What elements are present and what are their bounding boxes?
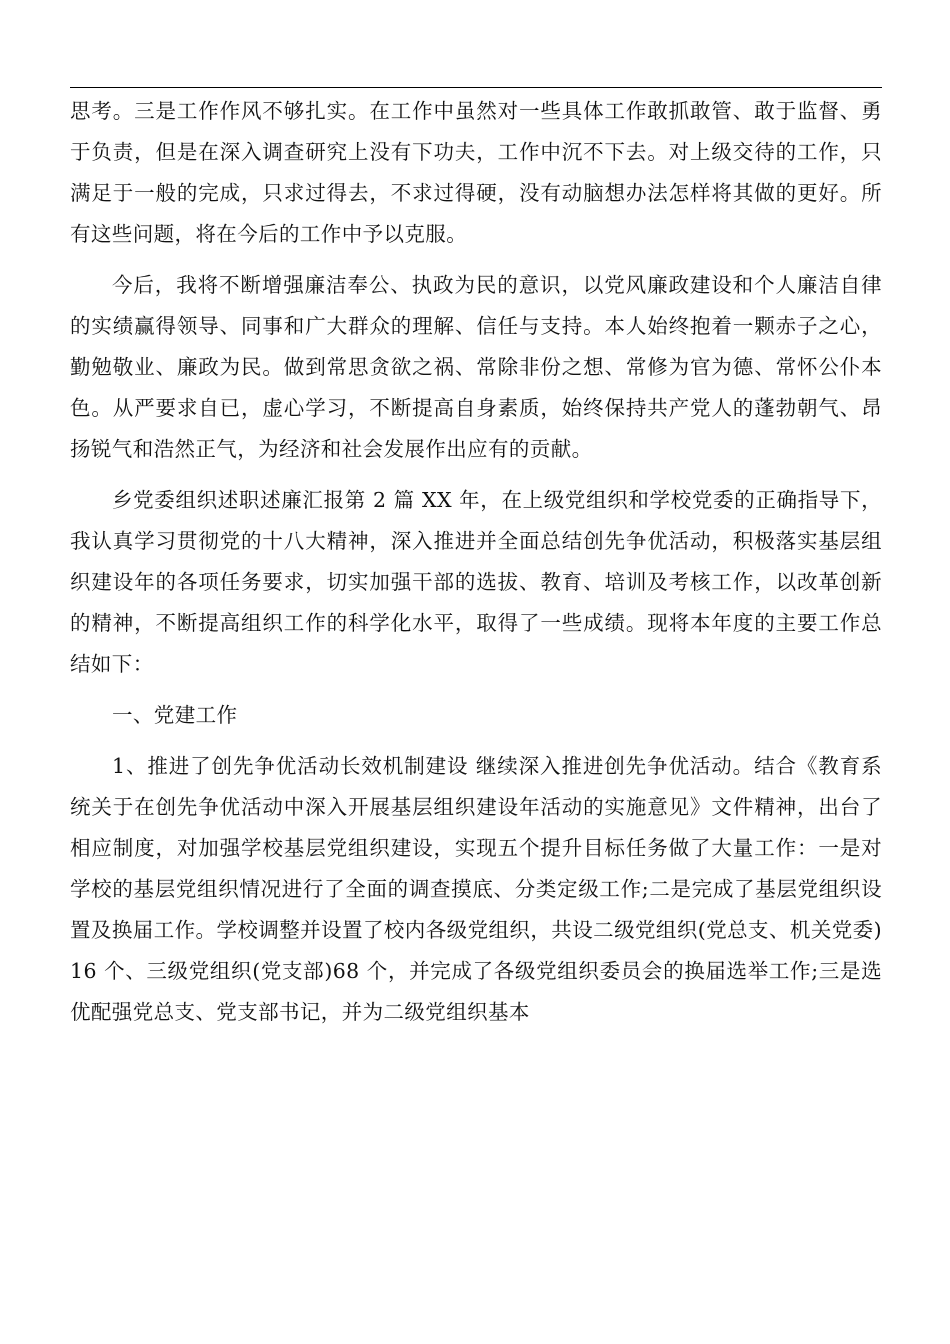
header-rule: [70, 87, 882, 88]
paragraph-report-intro: 乡党委组织述职述廉汇报第 2 篇 XX 年，在上级党组织和学校党委的正确指导下，我认真学习贯彻党的十八大精神，深入推进并全面总结创先争优活动，积极落实基层组织建设年的各项任务要求，切实加强干部的选拔、教育、培训及考核工作，以改革创新的精神，不断提高组织工作的科学化水平，取得了一些成绩。现将本年度的主要工作总结如下：: [70, 488, 882, 676]
document-body: [70, 91, 882, 1033]
paragraph-continuation: 思考。三是工作作风不够扎实。在工作中虽然对一些具体工作敢抓敢管、敢于监督、勇于负责，但是在深入调查研究上没有下功夫，工作中沉不下去。对上级交待的工作，只满足于一般的完成，只求过得去，不求过得硬，没有动脑想办法怎样将其做的更好。所有这些问题，将在今后的工作中予以克服。: [70, 99, 882, 246]
paragraph-item-1: 1、推进了创先争优活动长效机制建设 继续深入推进创先争优活动。结合《教育系统关于在创先争优活动中深入开展基层组织建设年活动的实施意见》文件精神，出台了相应制度，对加强学校基层党组织建设，实现五个提升目标任务做了大量工作：一是对学校的基层党组织情况进行了全面的调查摸底、分类定级工作;二是完成了基层党组织设置及换届工作。学校调整并设置了校内各级党组织，共设二级党组织(党总支、机关党委)16 个、三级党组织(党支部)68 个，并完成了各级党组织委员会的换届选举工作;三是选优配强党总支、党支部书记，并为二级党组织基本: [70, 754, 882, 1024]
paragraph-integrity-commitment: 今后，我将不断增强廉洁奉公、执政为民的意识，以党风廉政建设和个人廉洁自律的实绩赢得领导、同事和广大群众的理解、信任与支持。本人始终抱着一颗赤子之心，勤勉敬业、廉政为民。做到常思贪欲之祸、常除非份之想、常修为官为德、常怀公仆本色。从严要求自已，虚心学习，不断提高自身素质，始终保持共产党人的蓬勃朝气、昂扬锐气和浩然正气，为经济和社会发展作出应有的贡献。: [70, 273, 882, 461]
section-heading-party-building: 一、党建工作: [112, 703, 238, 727]
